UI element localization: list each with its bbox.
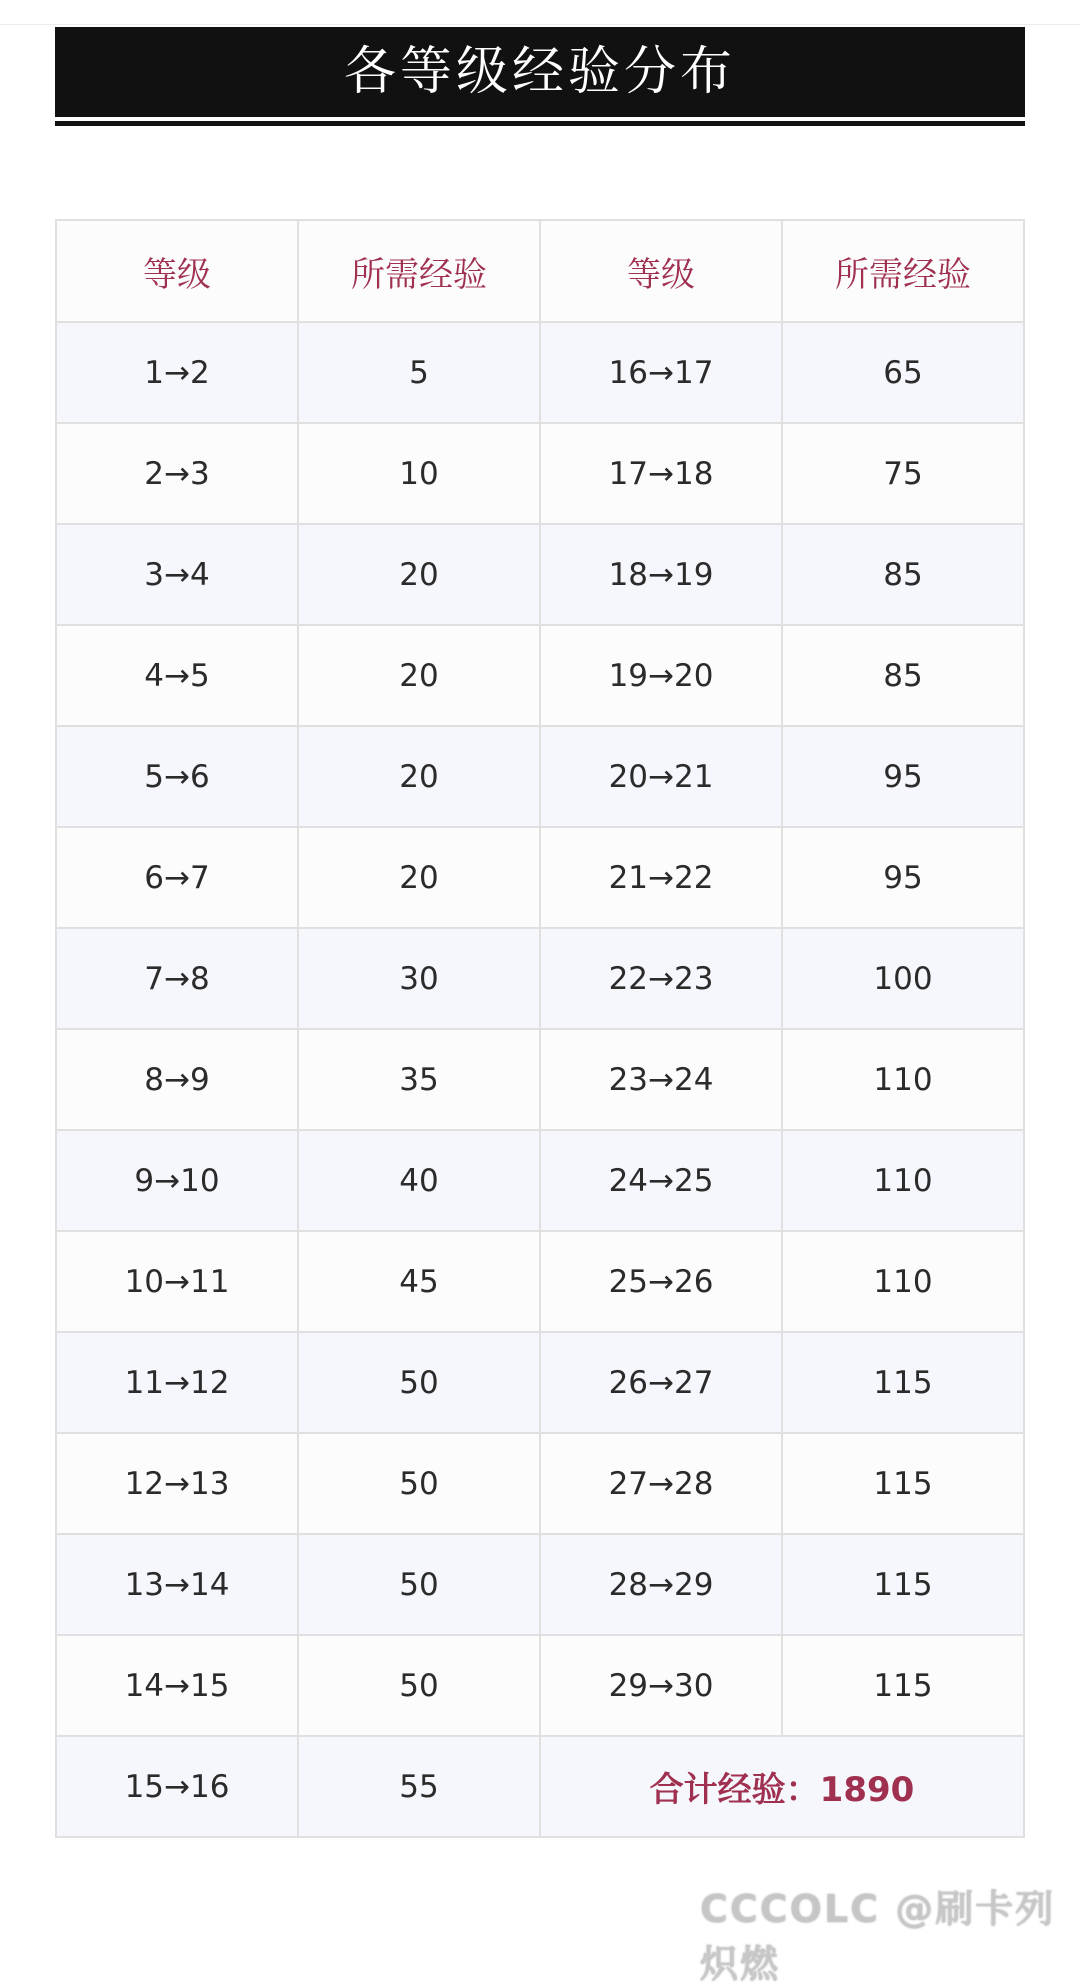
xp-cell: 65 — [782, 322, 1024, 423]
xp-cell: 95 — [782, 827, 1024, 928]
level-cell: 3→4 — [56, 524, 298, 625]
xp-cell: 110 — [782, 1130, 1024, 1231]
xp-cell: 115 — [782, 1332, 1024, 1433]
level-cell: 8→9 — [56, 1029, 298, 1130]
level-cell: 9→10 — [56, 1130, 298, 1231]
level-cell: 18→19 — [540, 524, 782, 625]
xp-cell: 95 — [782, 726, 1024, 827]
level-cell: 13→14 — [56, 1534, 298, 1635]
table-row — [56, 1231, 1024, 1332]
table-row — [56, 1332, 1024, 1433]
level-cell: 5→6 — [56, 726, 298, 827]
xp-cell: 20 — [298, 625, 540, 726]
level-cell: 15→16 — [56, 1736, 298, 1837]
table-row — [56, 827, 1024, 928]
page-title: 各等级经验分布 — [343, 42, 736, 102]
table-row — [56, 726, 1024, 827]
xp-cell: 10 — [298, 423, 540, 524]
xp-cell: 75 — [782, 423, 1024, 524]
xp-cell: 20 — [298, 827, 540, 928]
xp-cell: 55 — [298, 1736, 540, 1837]
level-cell: 24→25 — [540, 1130, 782, 1231]
level-cell: 12→13 — [56, 1433, 298, 1534]
title-underline — [55, 121, 1025, 126]
xp-cell: 50 — [298, 1332, 540, 1433]
header-required-xp: 所需经验 — [298, 220, 540, 322]
level-cell: 22→23 — [540, 928, 782, 1029]
table-row — [56, 1635, 1024, 1736]
xp-cell: 100 — [782, 928, 1024, 1029]
xp-cell: 20 — [298, 524, 540, 625]
level-cell: 20→21 — [540, 726, 782, 827]
table-row — [56, 1433, 1024, 1534]
xp-cell: 50 — [298, 1635, 540, 1736]
watermark: CCCOLC @刷卡列炽燃 — [700, 1887, 1056, 1986]
table-row — [56, 322, 1024, 423]
table-row — [56, 1029, 1024, 1130]
header-required-xp: 所需经验 — [782, 220, 1024, 322]
title-banner — [55, 27, 1025, 117]
level-cell: 1→2 — [56, 322, 298, 423]
table-row — [56, 928, 1024, 1029]
level-cell: 28→29 — [540, 1534, 782, 1635]
table-row — [56, 625, 1024, 726]
header-level: 等级 — [56, 220, 298, 322]
table-row — [56, 1534, 1024, 1635]
level-cell: 14→15 — [56, 1635, 298, 1736]
level-cell: 23→24 — [540, 1029, 782, 1130]
xp-cell: 115 — [782, 1433, 1024, 1534]
top-divider — [0, 24, 1080, 25]
xp-cell: 85 — [782, 625, 1024, 726]
xp-cell: 40 — [298, 1130, 540, 1231]
table-row — [56, 1130, 1024, 1231]
xp-cell: 115 — [782, 1534, 1024, 1635]
xp-cell: 110 — [782, 1231, 1024, 1332]
level-cell: 2→3 — [56, 423, 298, 524]
xp-cell: 20 — [298, 726, 540, 827]
xp-cell: 35 — [298, 1029, 540, 1130]
level-cell: 21→22 — [540, 827, 782, 928]
level-cell: 10→11 — [56, 1231, 298, 1332]
level-cell: 11→12 — [56, 1332, 298, 1433]
xp-cell: 110 — [782, 1029, 1024, 1130]
xp-cell: 30 — [298, 928, 540, 1029]
level-cell: 29→30 — [540, 1635, 782, 1736]
level-cell: 7→8 — [56, 928, 298, 1029]
table-row — [56, 524, 1024, 625]
level-cell: 19→20 — [540, 625, 782, 726]
level-cell: 17→18 — [540, 423, 782, 524]
xp-cell: 50 — [298, 1534, 540, 1635]
xp-cell: 5 — [298, 322, 540, 423]
xp-cell: 85 — [782, 524, 1024, 625]
level-cell: 25→26 — [540, 1231, 782, 1332]
header-level: 等级 — [540, 220, 782, 322]
xp-cell: 45 — [298, 1231, 540, 1332]
level-cell: 6→7 — [56, 827, 298, 928]
table-row — [56, 1736, 1024, 1837]
xp-cell: 115 — [782, 1635, 1024, 1736]
total-xp-cell: 合计经验：1890 — [540, 1736, 1024, 1837]
level-cell: 26→27 — [540, 1332, 782, 1433]
table-header-row — [56, 220, 1024, 322]
table-row — [56, 423, 1024, 524]
xp-cell: 50 — [298, 1433, 540, 1534]
level-cell: 27→28 — [540, 1433, 782, 1534]
level-cell: 16→17 — [540, 322, 782, 423]
level-xp-table — [55, 219, 1025, 1838]
level-cell: 4→5 — [56, 625, 298, 726]
